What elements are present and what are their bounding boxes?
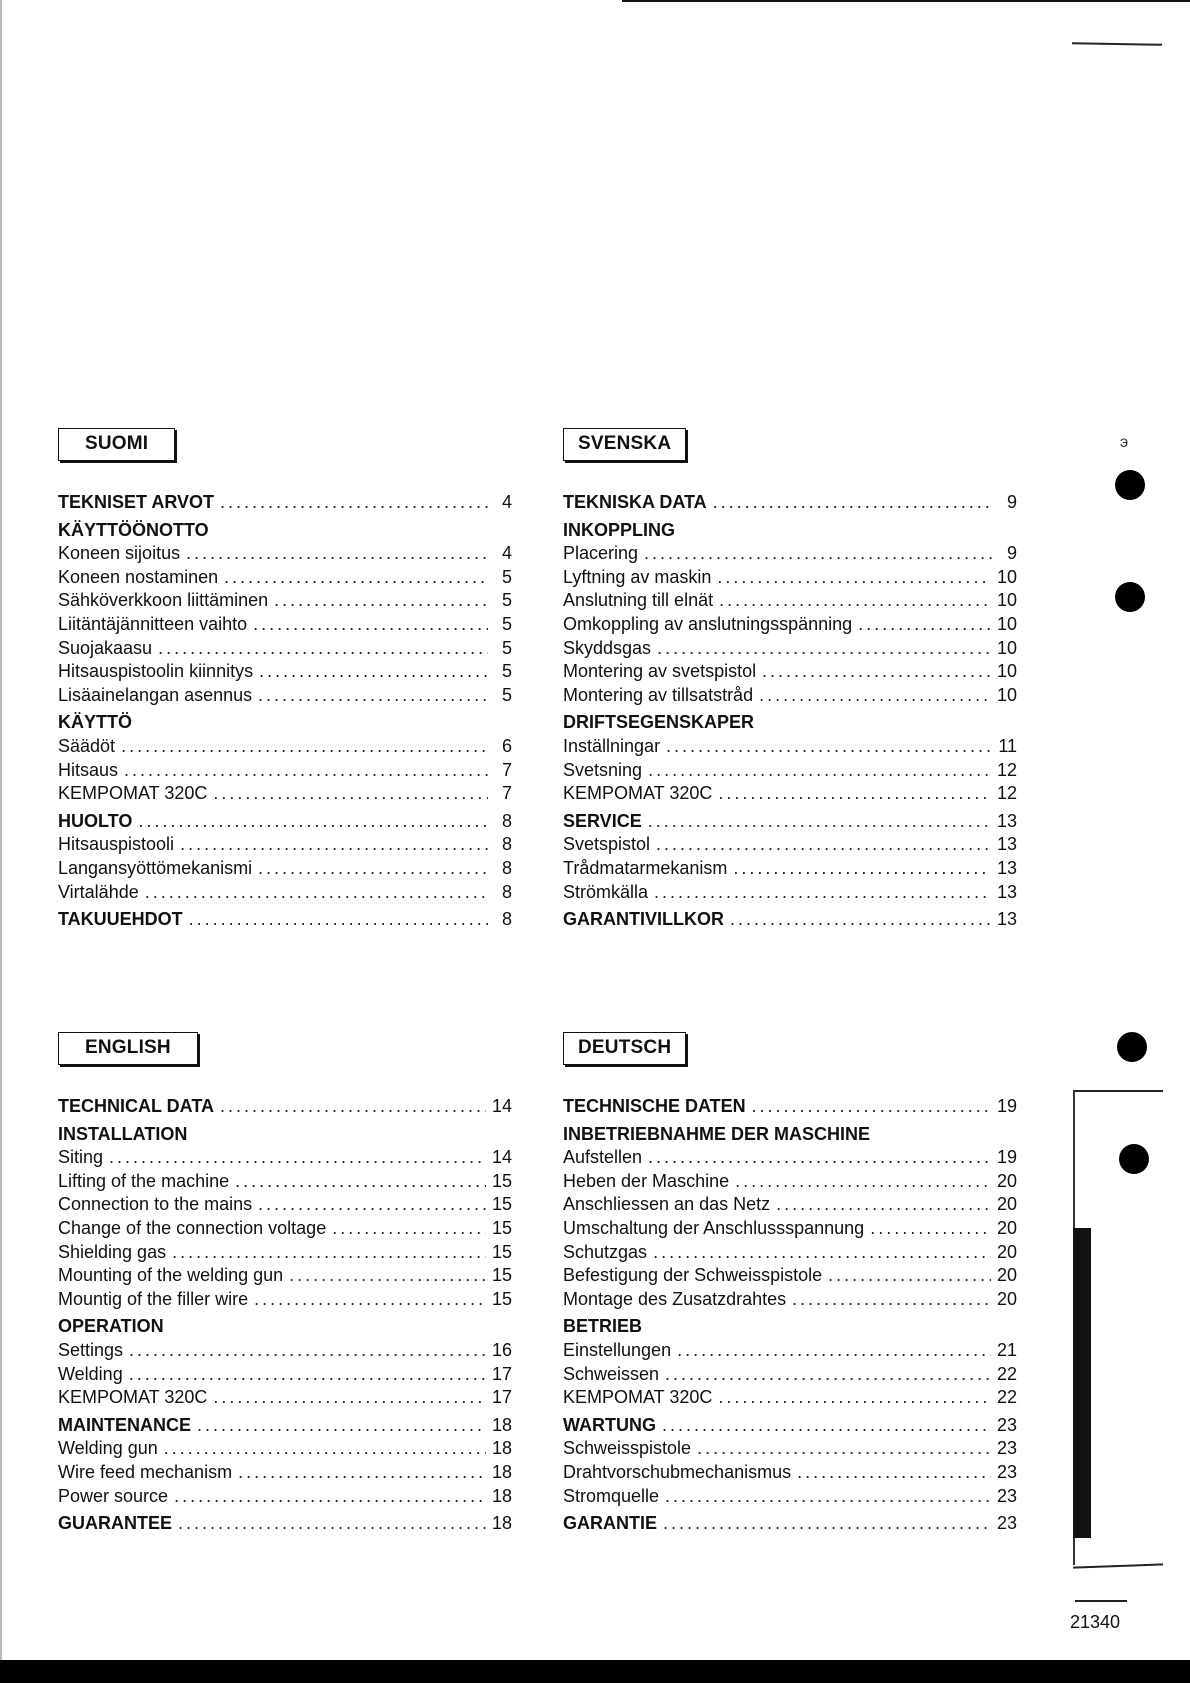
dot-leader	[697, 1437, 991, 1461]
toc-entry	[563, 519, 1017, 543]
dot-leader	[178, 1512, 486, 1536]
toc-entry-page: 15	[491, 1288, 512, 1309]
toc-entry	[58, 519, 512, 543]
toc-entry-label: GARANTIVILLKOR	[563, 909, 724, 930]
toc-entry	[58, 491, 512, 515]
dot-leader	[158, 637, 488, 661]
toc-entry-label: Aufstellen	[563, 1147, 643, 1168]
dot-leader	[654, 881, 991, 905]
toc-list-svenska	[563, 491, 1017, 932]
toc-entry	[563, 810, 1017, 834]
toc-entry-label: Anschliessen an das Netz	[563, 1194, 771, 1215]
dot-leader	[733, 857, 991, 881]
dot-leader	[274, 589, 488, 613]
dot-leader	[238, 1461, 486, 1485]
dot-leader	[213, 782, 488, 806]
toc-entry-page: 9	[1006, 543, 1017, 564]
dot-leader	[124, 759, 488, 783]
toc-entry-page: 8	[501, 857, 512, 878]
toc-entry-label: Siting	[58, 1147, 104, 1168]
toc-entry-page: 8	[501, 909, 512, 930]
toc-entry	[58, 542, 512, 566]
toc-entry-page: 22	[996, 1387, 1017, 1408]
toc-entry-label: INBETRIEBNAHME DER MASCHINE	[563, 1123, 871, 1144]
toc-entry-label: Placering	[563, 543, 639, 564]
toc-entry	[563, 1386, 1017, 1410]
toc-entry-label: SERVICE	[563, 810, 642, 831]
toc-entry-label: Lisäainelangan asennus	[58, 684, 253, 705]
margin-rule	[1073, 1090, 1163, 1092]
binding-hole-mark	[1115, 582, 1145, 612]
toc-entry-page: 20	[996, 1241, 1017, 1262]
toc-entry-page: 18	[491, 1513, 512, 1534]
toc-entry	[563, 833, 1017, 857]
dot-leader	[220, 1095, 486, 1119]
toc-entry	[58, 711, 512, 735]
dot-leader	[220, 491, 488, 515]
dot-leader	[648, 1146, 991, 1170]
dot-leader	[735, 1170, 991, 1194]
toc-entry	[563, 908, 1017, 932]
dot-leader	[648, 810, 991, 834]
margin-rule	[1075, 1600, 1127, 1602]
toc-entry	[58, 1485, 512, 1509]
toc-entry-label: KEMPOMAT 320C	[58, 783, 208, 804]
toc-entry-page: 10	[996, 661, 1017, 682]
top-rule	[622, 0, 1190, 2]
toc-entry-page: 8	[501, 810, 512, 831]
toc-entry	[58, 1095, 512, 1119]
toc-entry-page: 18	[491, 1485, 512, 1506]
toc-entry-label: Lifting of the machine	[58, 1170, 230, 1191]
toc-entry-label: TEKNISKA DATA	[563, 492, 707, 512]
toc-entry	[58, 1363, 512, 1387]
dot-leader	[189, 908, 488, 932]
toc-entry	[563, 1264, 1017, 1288]
toc-entry	[563, 1512, 1017, 1536]
toc-entry	[563, 735, 1017, 759]
toc-entry-page: 16	[491, 1339, 512, 1360]
toc-entry-label: KEMPOMAT 320C	[58, 1387, 208, 1408]
toc-entry	[563, 1146, 1017, 1170]
dot-leader	[254, 1288, 486, 1312]
toc-entry-page: 10	[996, 684, 1017, 705]
toc-entry-page: 20	[996, 1217, 1017, 1238]
toc-entry	[58, 1123, 512, 1147]
language-heading-deutsch: DEUTSCH	[563, 1032, 686, 1065]
toc-entry-label: Virtalähde	[58, 881, 139, 902]
toc-entry-page: 23	[996, 1438, 1017, 1459]
binding-hole-mark	[1119, 1144, 1149, 1174]
toc-entry-label: Einstellungen	[563, 1339, 672, 1360]
toc-entry	[563, 1217, 1017, 1241]
toc-entry-page: 5	[501, 661, 512, 682]
toc-entry	[563, 1241, 1017, 1265]
toc-entry-page: 17	[491, 1387, 512, 1408]
toc-entry-label: Skyddsgas	[563, 637, 652, 658]
toc-entry-page: 5	[501, 637, 512, 658]
toc-entry-page: 10	[996, 637, 1017, 658]
toc-entry-label: Säädöt	[58, 735, 116, 756]
toc-entry	[58, 1264, 512, 1288]
toc-entry-page: 15	[491, 1241, 512, 1262]
margin-rule	[1073, 1563, 1163, 1568]
dot-leader	[164, 1437, 486, 1461]
language-heading-suomi: SUOMI	[58, 428, 175, 461]
toc-entry	[563, 566, 1017, 590]
toc-entry	[58, 1315, 512, 1339]
dot-leader	[717, 566, 991, 590]
toc-entry-label: Befestigung der Schweisspistole	[563, 1265, 823, 1286]
toc-entry-label: Schutzgas	[563, 1241, 648, 1262]
toc-entry-label: Trådmatarmekanism	[563, 857, 728, 878]
toc-entry	[58, 759, 512, 783]
toc-entry-label: Umschaltung der Anschlussspannung	[563, 1217, 865, 1238]
toc-entry-page: 18	[491, 1461, 512, 1482]
toc-entry-label: BETRIEB	[563, 1316, 643, 1337]
dot-leader	[828, 1264, 991, 1288]
toc-entry-label: INSTALLATION	[58, 1123, 188, 1144]
dot-leader	[665, 1363, 991, 1387]
toc-entry-page: 13	[996, 857, 1017, 878]
dot-leader	[332, 1217, 486, 1241]
dot-leader	[762, 660, 991, 684]
margin-glyph: э	[1120, 434, 1129, 451]
dot-leader	[121, 735, 488, 759]
dot-leader	[129, 1363, 486, 1387]
dot-leader	[666, 735, 992, 759]
toc-entry-label: TEKNISET ARVOT	[58, 492, 215, 512]
toc-entry	[58, 857, 512, 881]
scan-shadow-strip	[1073, 1228, 1091, 1538]
dot-leader	[677, 1339, 991, 1363]
toc-entry	[563, 857, 1017, 881]
toc-entry-page: 22	[996, 1363, 1017, 1384]
toc-entry-label: Hitsauspistoolin kiinnitys	[58, 661, 254, 682]
dot-leader	[109, 1146, 486, 1170]
toc-list-english	[58, 1095, 512, 1536]
scan-bottom-border	[0, 1660, 1190, 1683]
toc-entry-label: Welding gun	[58, 1438, 158, 1459]
toc-entry-page: 12	[996, 759, 1017, 780]
dot-leader	[718, 1386, 991, 1410]
toc-entry-page: 8	[501, 834, 512, 855]
toc-entry-page: 20	[996, 1288, 1017, 1309]
toc-entry	[58, 1146, 512, 1170]
toc-entry-label: KEMPOMAT 320C	[563, 783, 713, 804]
dot-leader	[797, 1461, 991, 1485]
toc-entry	[563, 1315, 1017, 1339]
toc-entry-label: Omkoppling av anslutningsspänning	[563, 613, 853, 634]
document-number: 21340	[1070, 1612, 1121, 1632]
dot-leader	[730, 908, 991, 932]
toc-entry	[563, 1170, 1017, 1194]
toc-entry-label: GARANTIE	[563, 1513, 657, 1534]
toc-entry	[58, 1170, 512, 1194]
toc-entry	[563, 1363, 1017, 1387]
toc-entry-page: 14	[491, 1096, 512, 1116]
toc-entry	[563, 1461, 1017, 1485]
toc-entry-page: 19	[996, 1147, 1017, 1168]
dot-leader	[759, 684, 991, 708]
binding-hole-mark	[1117, 1032, 1147, 1062]
dot-leader	[663, 1512, 991, 1536]
dot-leader	[258, 1193, 486, 1217]
toc-entry-page: 15	[491, 1265, 512, 1286]
toc-entry	[563, 1095, 1017, 1119]
toc-list-deutsch	[563, 1095, 1017, 1536]
toc-entry-page: 5	[501, 590, 512, 611]
dot-leader	[662, 1414, 991, 1438]
toc-entry	[563, 660, 1017, 684]
dot-leader	[656, 833, 991, 857]
toc-entry	[58, 810, 512, 834]
toc-entry	[58, 908, 512, 932]
toc-entry-label: Anslutning till elnät	[563, 590, 714, 611]
toc-entry	[563, 881, 1017, 905]
toc-entry	[563, 711, 1017, 735]
toc-entry-page: 4	[501, 492, 512, 512]
dot-leader	[197, 1414, 486, 1438]
dot-leader	[174, 1485, 486, 1509]
toc-entry	[58, 566, 512, 590]
toc-entry	[563, 1288, 1017, 1312]
dot-leader	[138, 810, 488, 834]
toc-entry-label: Mounting of the welding gun	[58, 1265, 284, 1286]
left-edge-shadow	[0, 0, 2, 1660]
toc-entry-page: 18	[491, 1438, 512, 1459]
toc-entry-label: OPERATION	[58, 1316, 164, 1337]
toc-entry	[563, 1414, 1017, 1438]
toc-section-deutsch	[563, 1032, 1017, 1536]
toc-entry-label: Lyftning av maskin	[563, 566, 712, 587]
binding-hole-mark	[1115, 470, 1145, 500]
toc-entry-page: 4	[501, 543, 512, 564]
dot-leader	[129, 1339, 486, 1363]
dot-leader	[258, 857, 488, 881]
dot-leader	[792, 1288, 991, 1312]
toc-entry-page: 20	[996, 1170, 1017, 1191]
toc-entry-label: KEMPOMAT 320C	[563, 1387, 713, 1408]
toc-entry	[563, 637, 1017, 661]
toc-entry-page: 7	[501, 783, 512, 804]
dot-leader	[657, 637, 991, 661]
toc-entry-label: Wire feed mechanism	[58, 1461, 233, 1482]
toc-entry	[58, 637, 512, 661]
toc-entry-page: 12	[996, 783, 1017, 804]
toc-entry-label: Montering av tillsatstråd	[563, 684, 754, 705]
toc-entry-label: Hitsauspistooli	[58, 834, 175, 855]
toc-entry-label: Suojakaasu	[58, 637, 153, 658]
toc-entry	[563, 589, 1017, 613]
toc-entry	[58, 1193, 512, 1217]
toc-entry	[58, 1339, 512, 1363]
language-heading-svenska: SVENSKA	[563, 428, 686, 461]
dot-leader	[776, 1193, 991, 1217]
toc-entry	[563, 1123, 1017, 1147]
toc-entry-label: TECHNISCHE DATEN	[563, 1096, 746, 1116]
toc-entry-page: 10	[996, 613, 1017, 634]
dot-leader	[644, 542, 993, 566]
toc-entry-label: HUOLTO	[58, 810, 133, 831]
toc-entry	[58, 1512, 512, 1536]
dot-leader	[213, 1386, 486, 1410]
dot-leader	[648, 759, 991, 783]
toc-entry-label: Connection to the mains	[58, 1194, 253, 1215]
toc-entry-label: Heben der Maschine	[563, 1170, 730, 1191]
toc-entry	[58, 1288, 512, 1312]
toc-entry-label: Liitäntäjännitteen vaihto	[58, 613, 248, 634]
toc-entry-page: 7	[501, 759, 512, 780]
toc-entry-page: 20	[996, 1265, 1017, 1286]
toc-entry	[58, 833, 512, 857]
toc-entry-page: 23	[996, 1414, 1017, 1435]
toc-entry-page: 11	[998, 735, 1017, 756]
toc-section-english	[58, 1032, 512, 1536]
toc-entry-label: Shielding gas	[58, 1241, 167, 1262]
dot-leader	[180, 833, 488, 857]
toc-entry	[563, 759, 1017, 783]
dot-leader	[172, 1241, 486, 1265]
toc-entry-page: 5	[501, 613, 512, 634]
dot-leader	[858, 613, 991, 637]
toc-entry	[563, 542, 1017, 566]
toc-entry-label: Langansyöttömekanismi	[58, 857, 253, 878]
toc-entry-label: WARTUNG	[563, 1414, 656, 1435]
dot-leader	[653, 1241, 991, 1265]
toc-entry-page: 13	[996, 834, 1017, 855]
dot-leader	[719, 589, 991, 613]
toc-entry	[58, 881, 512, 905]
toc-entry	[563, 684, 1017, 708]
toc-entry-page: 9	[1006, 492, 1017, 512]
toc-entry-label: MAINTENANCE	[58, 1414, 191, 1435]
dot-leader	[253, 613, 488, 637]
toc-entry-page: 23	[996, 1461, 1017, 1482]
toc-entry	[58, 735, 512, 759]
dot-leader	[258, 684, 488, 708]
toc-entry-label: Welding	[58, 1363, 123, 1384]
toc-entry	[58, 1217, 512, 1241]
dot-leader	[235, 1170, 486, 1194]
toc-section-suomi	[58, 428, 512, 932]
toc-entry	[58, 1414, 512, 1438]
dot-leader	[259, 660, 488, 684]
toc-entry	[563, 1437, 1017, 1461]
dot-leader	[224, 566, 488, 590]
toc-entry	[563, 613, 1017, 637]
dot-leader	[186, 542, 488, 566]
dot-leader	[718, 782, 991, 806]
toc-entry-page: 19	[996, 1096, 1017, 1116]
toc-entry-label: TECHNICAL DATA	[58, 1096, 214, 1116]
toc-entry-label: TAKUUEHDOT	[58, 909, 183, 930]
toc-entry	[563, 782, 1017, 806]
toc-entry-label: Drahtvorschubmechanismus	[563, 1461, 792, 1482]
dot-leader	[752, 1095, 991, 1119]
toc-entry-label: Svetspistol	[563, 834, 651, 855]
toc-entry	[58, 1461, 512, 1485]
toc-entry-page: 15	[491, 1170, 512, 1191]
toc-entry-label: Mountig of the filler wire	[58, 1288, 249, 1309]
toc-entry-label: Montering av svetspistol	[563, 661, 757, 682]
toc-entry-label: Schweisspistole	[563, 1438, 692, 1459]
toc-entry-label: Hitsaus	[58, 759, 119, 780]
toc-entry-page: 18	[491, 1414, 512, 1435]
toc-entry	[563, 491, 1017, 515]
dot-leader	[145, 881, 488, 905]
toc-entry-page: 13	[996, 881, 1017, 902]
toc-entry	[58, 660, 512, 684]
dot-leader	[665, 1485, 991, 1509]
toc-entry	[58, 1437, 512, 1461]
toc-entry-label: Strömkälla	[563, 881, 649, 902]
toc-entry-label: Sähköverkkoon liittäminen	[58, 590, 269, 611]
toc-entry-label: Montage des Zusatzdrahtes	[563, 1288, 787, 1309]
toc-entry-label: DRIFTSEGENSKAPER	[563, 712, 755, 733]
toc-entry-page: 20	[996, 1194, 1017, 1215]
toc-entry-page: 17	[491, 1363, 512, 1384]
margin-rule-top	[1072, 42, 1162, 45]
toc-entry-label: Stromquelle	[563, 1485, 660, 1506]
toc-entry-page: 15	[491, 1194, 512, 1215]
language-heading-english: ENGLISH	[58, 1032, 198, 1065]
toc-entry-label: Change of the connection voltage	[58, 1217, 327, 1238]
toc-entry-page: 5	[501, 684, 512, 705]
toc-entry-label: KÄYTTÖÖNOTTO	[58, 519, 209, 540]
toc-entry-label: Power source	[58, 1485, 169, 1506]
toc-entry-label: KÄYTTÖ	[58, 712, 132, 733]
toc-entry	[58, 613, 512, 637]
toc-entry	[563, 1193, 1017, 1217]
toc-entry	[58, 1386, 512, 1410]
toc-entry-page: 13	[996, 909, 1017, 930]
toc-entry-label: INKOPPLING	[563, 519, 676, 540]
toc-entry-label: Koneen sijoitus	[58, 543, 181, 564]
toc-entry	[58, 589, 512, 613]
toc-entry-label: Schweissen	[563, 1363, 660, 1384]
toc-entry-page: 14	[491, 1147, 512, 1168]
toc-section-svenska	[563, 428, 1017, 932]
toc-entry-page: 5	[501, 566, 512, 587]
toc-entry-label: Koneen nostaminen	[58, 566, 219, 587]
toc-entry	[58, 684, 512, 708]
toc-entry	[58, 782, 512, 806]
toc-entry-label: Inställningar	[563, 735, 661, 756]
dot-leader	[713, 491, 993, 515]
toc-entry	[563, 1339, 1017, 1363]
toc-entry-page: 10	[996, 566, 1017, 587]
toc-list-suomi	[58, 491, 512, 932]
toc-entry-page: 15	[491, 1217, 512, 1238]
toc-entry-page: 8	[501, 881, 512, 902]
toc-entry-label: Settings	[58, 1339, 124, 1360]
toc-entry-label: Svetsning	[563, 759, 643, 780]
dot-leader	[870, 1217, 991, 1241]
toc-entry-page: 13	[996, 810, 1017, 831]
toc-entry-page: 23	[996, 1485, 1017, 1506]
toc-entry-page: 10	[996, 590, 1017, 611]
toc-entry	[563, 1485, 1017, 1509]
toc-entry	[58, 1241, 512, 1265]
toc-entry-label: GUARANTEE	[58, 1513, 173, 1534]
dot-leader	[289, 1264, 486, 1288]
toc-entry-page: 21	[996, 1339, 1017, 1360]
toc-entry-page: 6	[501, 735, 512, 756]
toc-entry-page: 23	[996, 1513, 1017, 1534]
